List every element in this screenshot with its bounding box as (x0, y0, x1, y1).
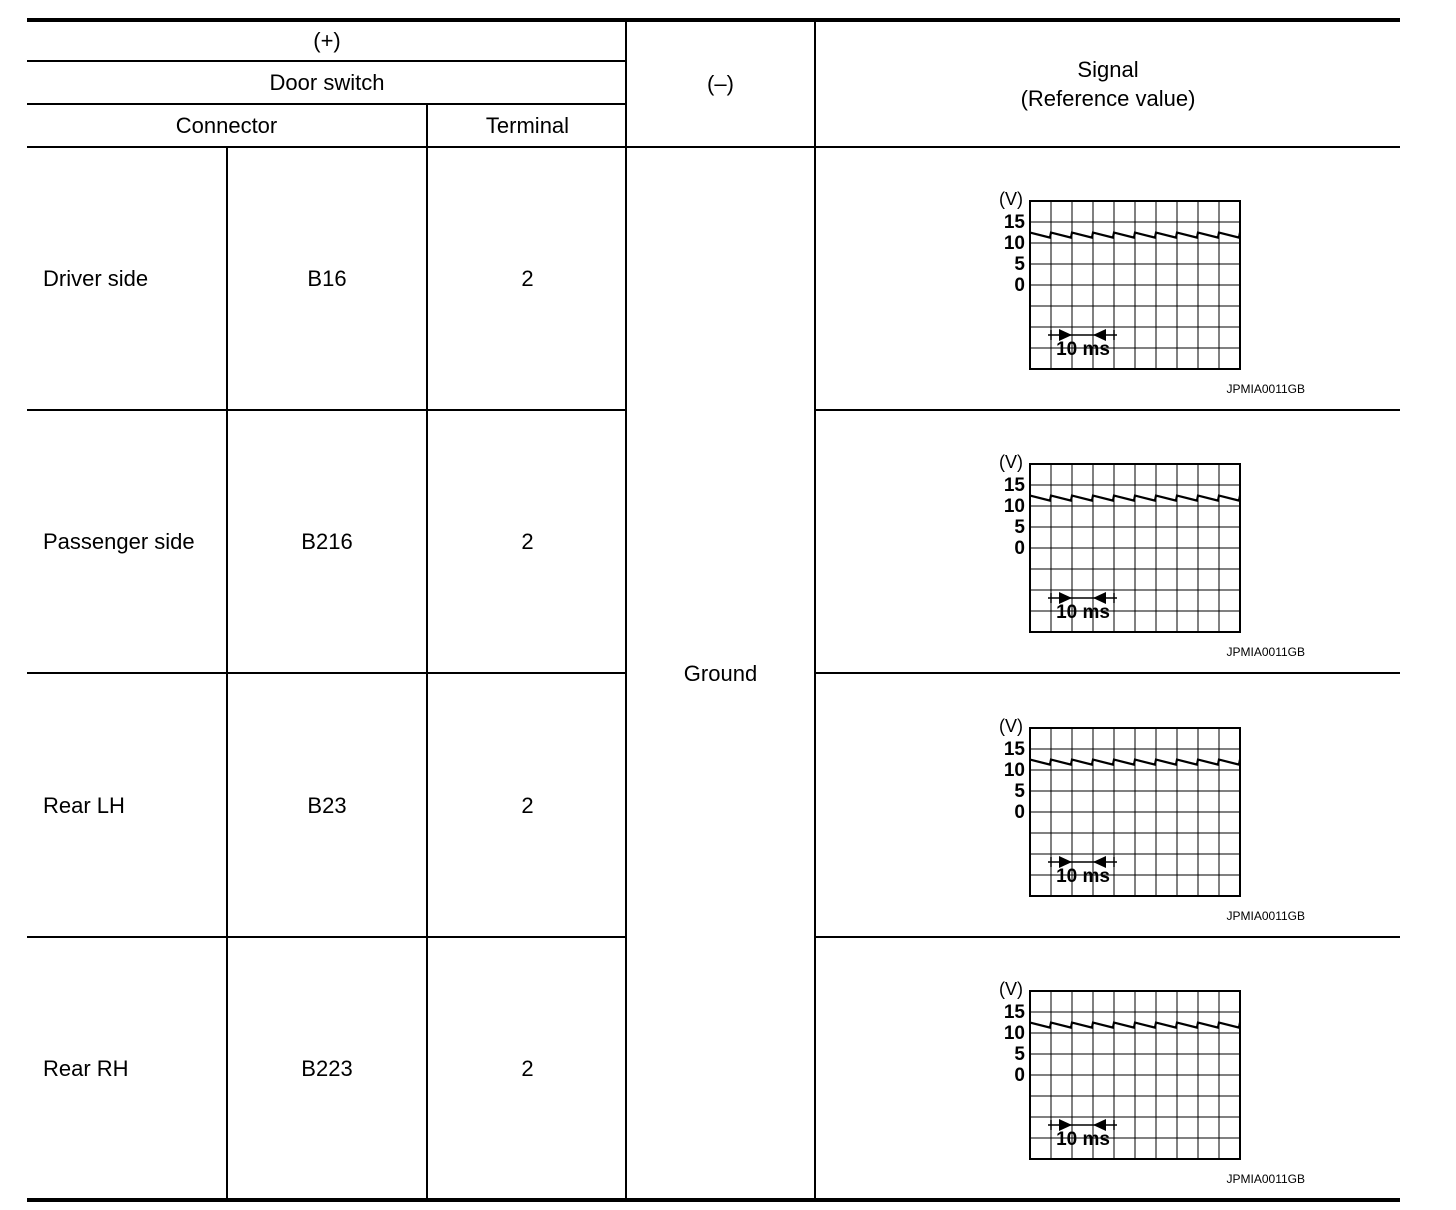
row-rule-2-right (815, 672, 1400, 674)
minus-header: (–) (707, 71, 734, 96)
row-door-rear-lh: Rear LH (43, 792, 125, 818)
row-connector-passenger: B216 (301, 529, 353, 554)
row-door-passenger: Passenger side (43, 529, 195, 554)
row-rule-3-right (815, 936, 1400, 938)
y-tick-label: 15 (1003, 1002, 1025, 1023)
waveform-plot (967, 978, 1317, 1193)
signal-waveform-passenger (967, 451, 1317, 666)
col-rule-signal (814, 18, 816, 1200)
row-connector-rear-rh: B223 (301, 1055, 353, 1081)
door-switch-signal-table (27, 18, 1400, 1201)
row-terminal-rear-rh: 2 (521, 1055, 534, 1081)
figure-id-label: JPMIA0011GB (1226, 382, 1305, 396)
y-tick-label: 10 (1003, 760, 1025, 781)
plus-header: (+) (313, 28, 341, 53)
terminal-header: Terminal (485, 113, 570, 138)
axis-unit-label: (V) (999, 452, 1023, 472)
y-tick-label: 15 (1003, 475, 1025, 496)
y-tick-label: 10 (1003, 233, 1025, 254)
y-tick-label: 5 (1014, 254, 1025, 275)
signal-header (816, 21, 1400, 146)
y-tick-label: 5 (1014, 517, 1025, 538)
figure-id-label: JPMIA0011GB (1226, 645, 1305, 659)
y-tick-label: 5 (1014, 781, 1025, 802)
figure-id-label: JPMIA0011GB (1226, 1172, 1305, 1186)
y-tick-label: 15 (1003, 212, 1025, 233)
time-scale-label: 10 ms (1056, 339, 1110, 360)
signal-waveform-driver (967, 188, 1317, 403)
row-door-rear-rh: Rear RH (43, 1055, 129, 1081)
signal-header-line2: (Reference value) (1020, 85, 1196, 111)
y-tick-label: 10 (1003, 1023, 1025, 1044)
signal-header-line1: Signal (1077, 56, 1139, 82)
row-terminal-driver: 2 (521, 266, 534, 291)
figure-id-label: JPMIA0011GB (1226, 909, 1305, 923)
signal-waveform-rear-lh (967, 715, 1317, 930)
axis-unit-label: (V) (999, 979, 1023, 999)
y-tick-label: 15 (1003, 739, 1025, 760)
waveform-plot (967, 451, 1317, 666)
y-tick-label: 10 (1003, 496, 1025, 517)
row-terminal-passenger: 2 (521, 529, 534, 554)
time-scale-label: 10 ms (1056, 1129, 1110, 1150)
signal-waveform-rear-rh (967, 978, 1317, 1193)
door-switch-header: Door switch (269, 70, 385, 95)
connector-header: Connector (175, 113, 278, 138)
row-door-driver: Driver side (43, 266, 149, 291)
axis-unit-label: (V) (999, 189, 1023, 209)
row-rule-1-right (815, 409, 1400, 411)
row-connector-rear-lh: B23 (307, 792, 347, 818)
axis-unit-label: (V) (999, 716, 1023, 736)
waveform-plot (967, 715, 1317, 930)
waveform-plot (967, 188, 1317, 403)
y-tick-label: 0 (1014, 538, 1025, 559)
ground-cell: Ground (683, 660, 758, 686)
y-tick-label: 0 (1014, 1065, 1025, 1086)
table-bottom-rule (27, 1198, 1400, 1202)
y-tick-label: 5 (1014, 1044, 1025, 1065)
time-scale-label: 10 ms (1056, 602, 1110, 623)
waveform-trace (1030, 233, 1240, 238)
y-tick-label: 0 (1014, 802, 1025, 823)
waveform-trace (1030, 760, 1240, 765)
y-tick-label: 0 (1014, 275, 1025, 296)
waveform-trace (1030, 1023, 1240, 1028)
row-terminal-rear-lh: 2 (521, 792, 534, 818)
time-scale-label: 10 ms (1056, 866, 1110, 887)
waveform-trace (1030, 496, 1240, 501)
row-connector-driver: B16 (307, 266, 347, 291)
